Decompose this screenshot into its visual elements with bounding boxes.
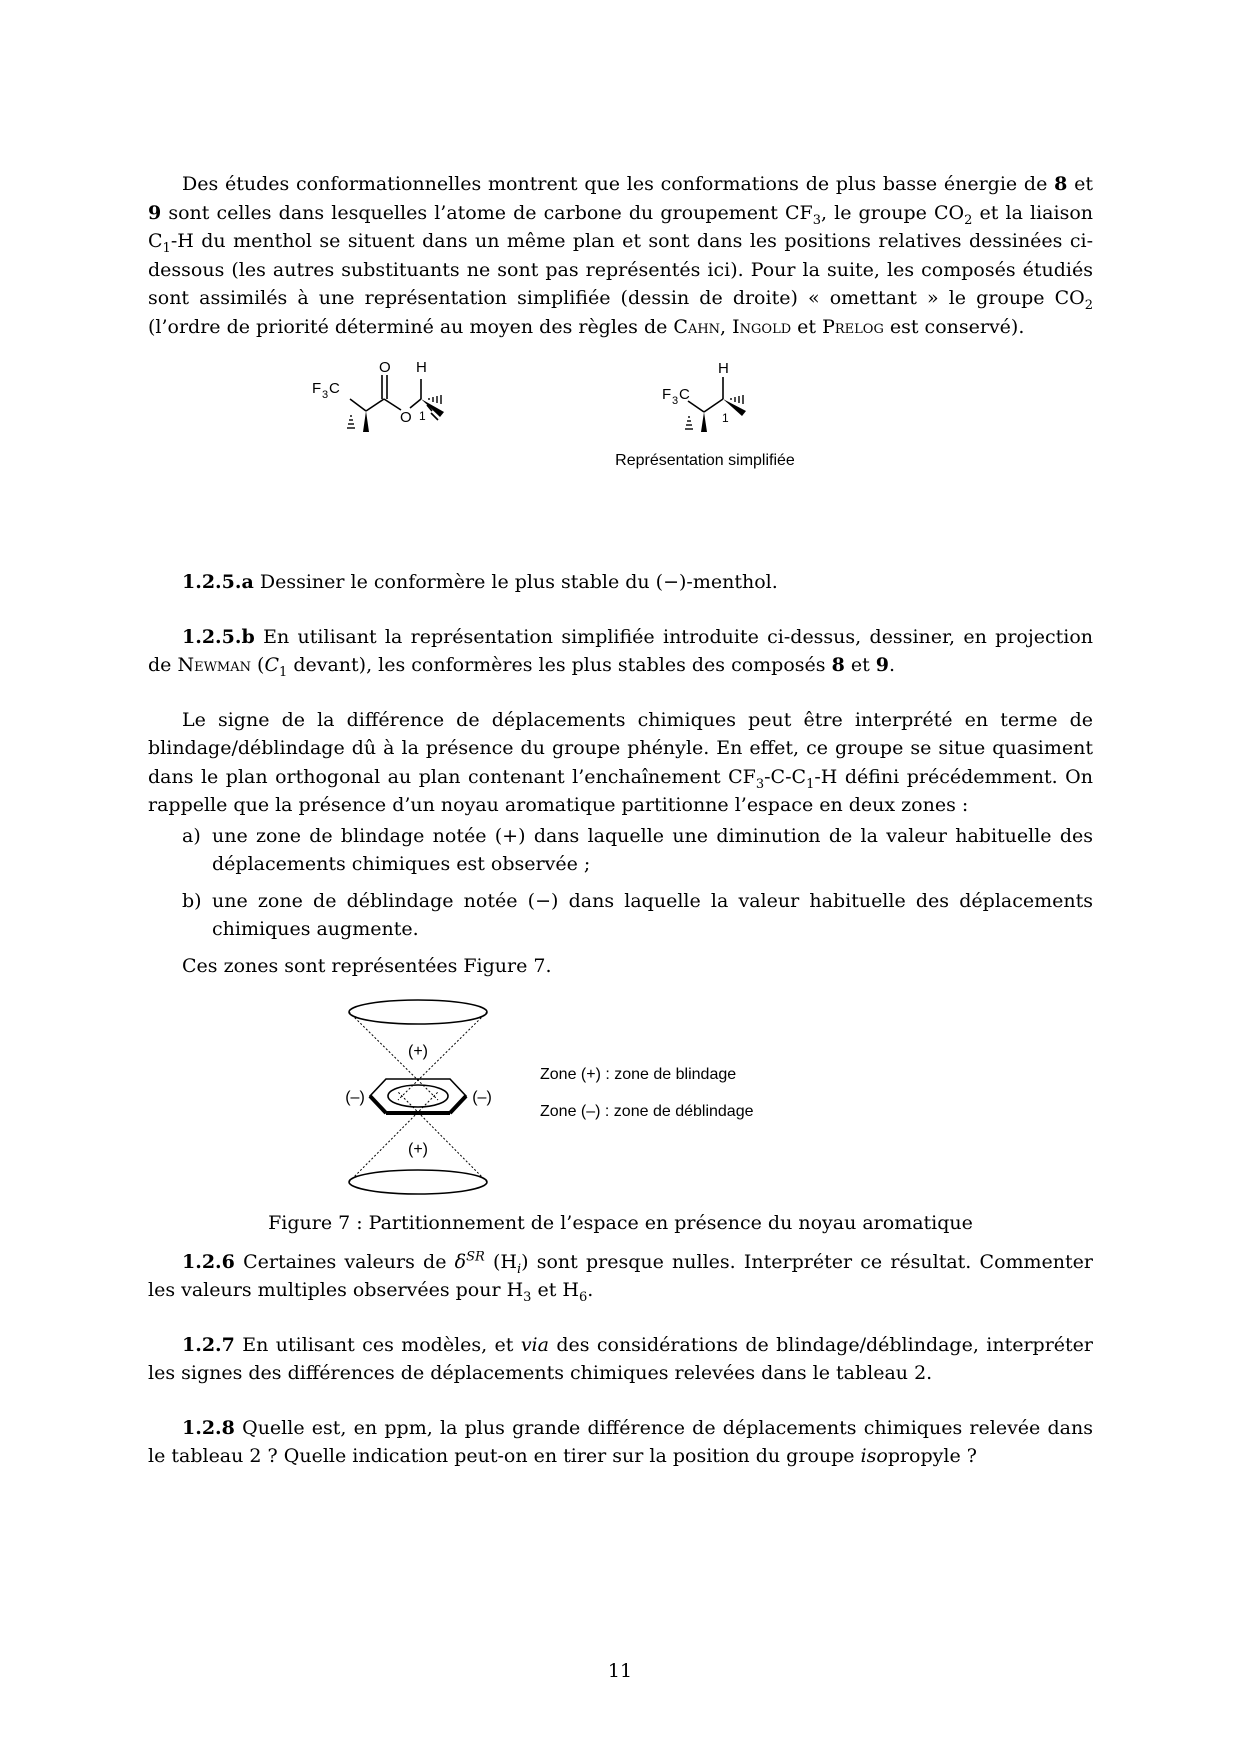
list-item: b) une zone de déblindage notée (−) dans laquelle la valeur habituelle des déplacements chimiques augmente. (182, 889, 1093, 940)
zones-intro: Ces zones sont représentées Figure 7. (182, 954, 552, 977)
simplified-hash-down (685, 417, 693, 429)
simplified-c: C (679, 386, 690, 403)
simplified-c1: 1 (722, 411, 729, 425)
zone-minus-right: (–) (472, 1089, 492, 1106)
shielding-paragraph: Le signe de la différence de déplacements chimiques peut être interprété en terme de blindage/déblindage dû à la présence du groupe phényle. En effet, ce groupe se situe quasiment dans le plan orthogonal au plan contenant l’enchaînement $CF_3-C-C_1-H$ défini précédemment. On rappelle que la présence d’un noyau aromatique partitionne l’espace en deux zones : (148, 708, 1093, 816)
ester-o-carbonyl: O (379, 359, 391, 376)
ester-f: F (312, 380, 322, 397)
zone-minus-left: (–) (345, 1089, 365, 1106)
structures-figure (148, 353, 1093, 558)
name-prelog: Prelog (822, 315, 884, 338)
list-item: a) une zone de blindage notée (+) dans laquelle une diminution de la valeur habituelle des déplacements chimiques est observée ; (182, 824, 1093, 875)
simplified-hash-right (731, 395, 743, 404)
intro-paragraph: Des études conformationnelles montrent que les conformations de plus basse énergie de 8 et 9 sont celles dans lesquelles l’atome de carbone du groupement $CF_3$, le groupe $CO_2$ et la liaison $C_1-H$ du menthol se situent dans un même plan et sont dans les positions relatives dessinées ci-dessous (les autres substituants ne sont pas représentés ici). Pour la suite, les composés étudiés sont assimilés à une représentation simplifiée (dessin de droite) « omettant » le groupe $CO_2$ (l’ordre de priorité déterminé au moyen des règles de Cahn, Ingold et Prelog est conservé). (148, 173, 1093, 338)
question-1-2-6: 1.2.6 Certaines valeurs de $\delta^{SR}$ $(H_i)$ sont presque nulles. Interpréter ce résultat. Commenter les valeurs multiples observées pour $H_3$ et $H_6$. (148, 1249, 1093, 1305)
figure-7 (148, 988, 1093, 1203)
compound-8: 8 (1054, 173, 1068, 195)
question-1-2-7: 1.2.7 En utilisant ces modèles, et via des considérations de blindage/déblindage, interpréter les signes des différences de déplacements chimiques relevées dans le tableau 2. (148, 1333, 1093, 1384)
name-newman: Newman (177, 654, 252, 676)
page-body (148, 170, 1093, 1471)
ester-hash-right (429, 395, 441, 404)
simplified-structure (688, 377, 723, 412)
ester-three: 3 (322, 389, 329, 401)
simplified-wedge-down (701, 412, 707, 432)
structures-drawing (148, 353, 1093, 558)
bottom-ellipse (349, 1170, 487, 1194)
top-ellipse (349, 1000, 487, 1024)
ester-c1: 1 (419, 409, 426, 423)
question-1-2-5-b: 1.2.5.b En utilisant la représentation simplifiée introduite ci-dessus, dessiner, en projection de Newman ($C_1$ devant), les conformères les plus stables des composés 8 et 9. (148, 625, 1093, 680)
simplified-f: F (662, 386, 672, 403)
zones-list (182, 822, 1093, 944)
ester-o: O (400, 409, 412, 426)
benzene-ring (370, 1079, 466, 1113)
compound-9: 9 (148, 201, 162, 224)
ester-hash-down (347, 416, 355, 428)
shielding-cone-drawing (148, 988, 1093, 1203)
simplified-caption: Représentation simplifiée (615, 452, 795, 469)
ester-c: C (329, 380, 340, 397)
ester-h: H (416, 359, 427, 376)
legend-shielding: Zone (+) : zone de blindage (540, 1066, 737, 1083)
name-cahn: Cahn (673, 315, 721, 338)
simplified-h: H (718, 360, 729, 377)
zone-plus-top: (+) (408, 1043, 428, 1060)
zone-plus-bottom: (+) (408, 1141, 428, 1158)
page-number: 11 (607, 1660, 633, 1682)
question-1-2-5-a: 1.2.5.a Dessiner le conformère le plus stable du (−)-menthol. (182, 571, 778, 593)
name-ingold: Ingold (732, 315, 792, 338)
simplified-three: 3 (672, 395, 679, 407)
question-1-2-8: 1.2.8 Quelle est, en ppm, la plus grande différence de déplacements chimiques relevée dans le tableau 2 ? Quelle indication peut-on en tirer sur la position du groupe isopropyle ? (148, 1416, 1093, 1467)
figure-7-caption: Figure 7 : Partitionnement de l’espace en présence du noyau aromatique (268, 1212, 973, 1234)
ester-wedge-down (363, 411, 369, 432)
legend-deshielding: Zone (–) : zone de déblindage (540, 1103, 754, 1120)
